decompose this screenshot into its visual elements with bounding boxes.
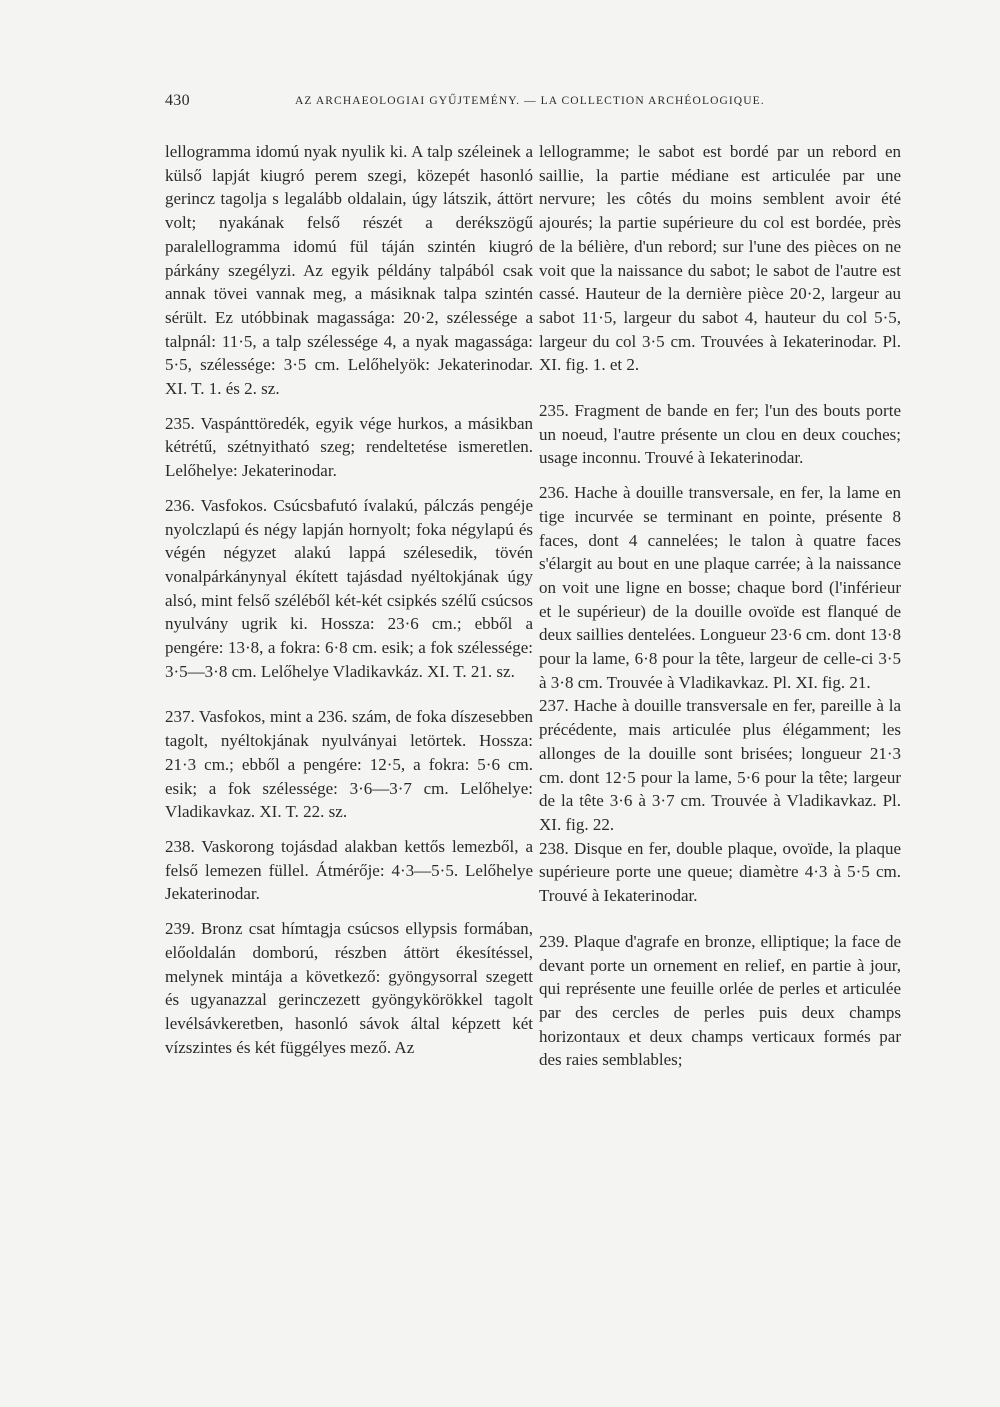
paragraph-item-235: 235. Vaspánttöredék, egyik vége hurkos, a másikban kétrétű, szétnyitható szeg; rendeltetése ismeretlen. Lelőhelye: Jekaterinodar. xyxy=(165,413,533,481)
paragraph-item-238: 238. Disque en fer, double plaque, ovoïde, la plaque supérieure porte une queue; diamètre 4·3 à 5·5 cm. Trouvé à Iekaterinodar. xyxy=(539,838,901,906)
page-number: 430 xyxy=(165,92,190,109)
paragraph-item-238: 238. Vaskorong tojásdad alakban kettős lemezből, a felső lemezen füllel. Átmérője: 4·3—5·5. Lelőhelye Jekaterinodar. xyxy=(165,836,533,904)
paragraph-item-239: 239. Bronz csat hímtagja csúcsos ellypsis formában, előoldalán domború, részben áttört ékesítéssel, melynek mintája a következő: gyöngysorral szegett és ugyanazzal gerinczezett gyöngykörökkel tagolt levélsávkeretben, hasonló sávok által képzett két vízszintes és két függélyes mező. Az xyxy=(165,919,533,1057)
page-header xyxy=(0,92,1000,112)
running-head: AZ ARCHAEOLOGIAI GYŰJTEMÉNY. — LA COLLECTION ARCHÉOLOGIQUE. xyxy=(295,95,765,107)
paragraph-continuation: lellogramma idomú nyak nyulik ki. A talp széleinek a külső lapját kiugró perem szegi, közepét hasonló gerincz tagolja s legalább oldalain, úgy látszik, áttört volt; nyakának felső részét a derékszögű paralellogramma idomú fül táján szintén kiugró párkány szegélyzi. Az egyik példány talpából csak annak tövei vannak meg, a másiknak talpa szintén sérült. Ez utóbbinak magassága: 20·2, szélessége a talpnál: 11·5, a talp szélessége 4, a nyak magassága: 5·5, szélessége: 3·5 cm. Lelőhelyök: Jekaterinodar. XI. T. 1. és 2. sz. xyxy=(165,142,533,399)
hungarian-column xyxy=(165,140,533,1059)
paragraph-item-239: 239. Plaque d'agrafe en bronze, elliptique; la face de devant porte un ornement en relief, en partie à jour, qui représente une feuille orlée de perles et articulée par des cercles de perles puis deux champs horizontaux et deux champs verticaux formés par des raies semblables; xyxy=(539,931,901,1070)
paragraph-continuation: lellogramme; le sabot est bordé par un rebord en saillie, la partie médiane est articulée par une nervure; les côtés du moins semblent avoir été ajourés; la partie supérieure du col est bordée, près de la bélière, d'un rebord; sur l'une des pièces on ne voit que la naissance du sabot; le sabot de l'autre est cassé. Hauteur de la dernière pièce 20·2, largeur au sabot 11·5, largeur du sabot 4, hauteur du col 5·5, largeur du col 3·5 cm. Trouvées à Iekaterinodar. Pl. XI. fig. 1. et 2. xyxy=(539,142,901,375)
french-column xyxy=(539,140,901,1072)
paragraph-item-235: 235. Fragment de bande en fer; l'un des bouts porte un noeud, l'autre présente un clou en deux couches; usage inconnu. Trouvé à Iekaterinodar. xyxy=(539,401,901,468)
paragraph-item-236: 236. Vasfokos. Csúcsbafutó ívalakú, pálczás pengéje nyolczlapú és négy lapján hornyolt; foka négylapú és végén négyzet alakú lappá szélesedik, tövén vonalpárkánynyal ékített tajásdad nyéltokjának úgy alsó, mint felső széléből két-két csipkés szélű csúcsos nyulvány ugrik ki. Hossza: 23·6 cm.; ebből a pengére: 13·8, a fokra: 6·8 cm. esik; a fok szélessége: 3·5—3·8 cm. Lelőhelye Vladikavkáz. XI. T. 21. sz. xyxy=(165,495,533,681)
paragraph-item-237: 237. Vasfokos, mint a 236. szám, de foka díszesebben tagolt, nyéltokjának nyulványai letörtek. Hossza: 21·3 cm.; ebből a pengére: 12·5, a fokra: 5·6 cm. esik; a fok szélessége: 3·6—3·7 cm. Lelőhelye: Vladikavkaz. XI. T. 22. sz. xyxy=(165,707,533,822)
paragraph-item-236: 236. Hache à douille transversale, en fer, la lame en tige incurvée se terminant en pointe, présente 8 faces, dont 4 cannelées; le talon à quatre faces s'élargit au bout en une plaque carrée; à la naissance on voit une ligne en bosse; chaque bord (l'inférieur et le supérieur) de la douille ovoïde est flanqué de deux saillies dentelées. Longueur 23·6 cm. dont 13·8 pour la lame, 6·8 pour la tête, largeur de celle-ci 3·5 à 3·8 cm. Trouvée à Vladikavkaz. Pl. XI. fig. 21. xyxy=(539,483,901,692)
paragraph-item-237: 237. Hache à douille transversale en fer, pareille à la précédente, mais articulée plus élégamment; les allonges de la douille sont brisées; longueur 21·3 cm. dont 12·5 pour la lame, 5·6 pour la tête; largeur de la tête 3·6 à 3·7 cm. Trouvée à Vladikavkaz. Pl. XI. fig. 22. xyxy=(539,696,901,834)
